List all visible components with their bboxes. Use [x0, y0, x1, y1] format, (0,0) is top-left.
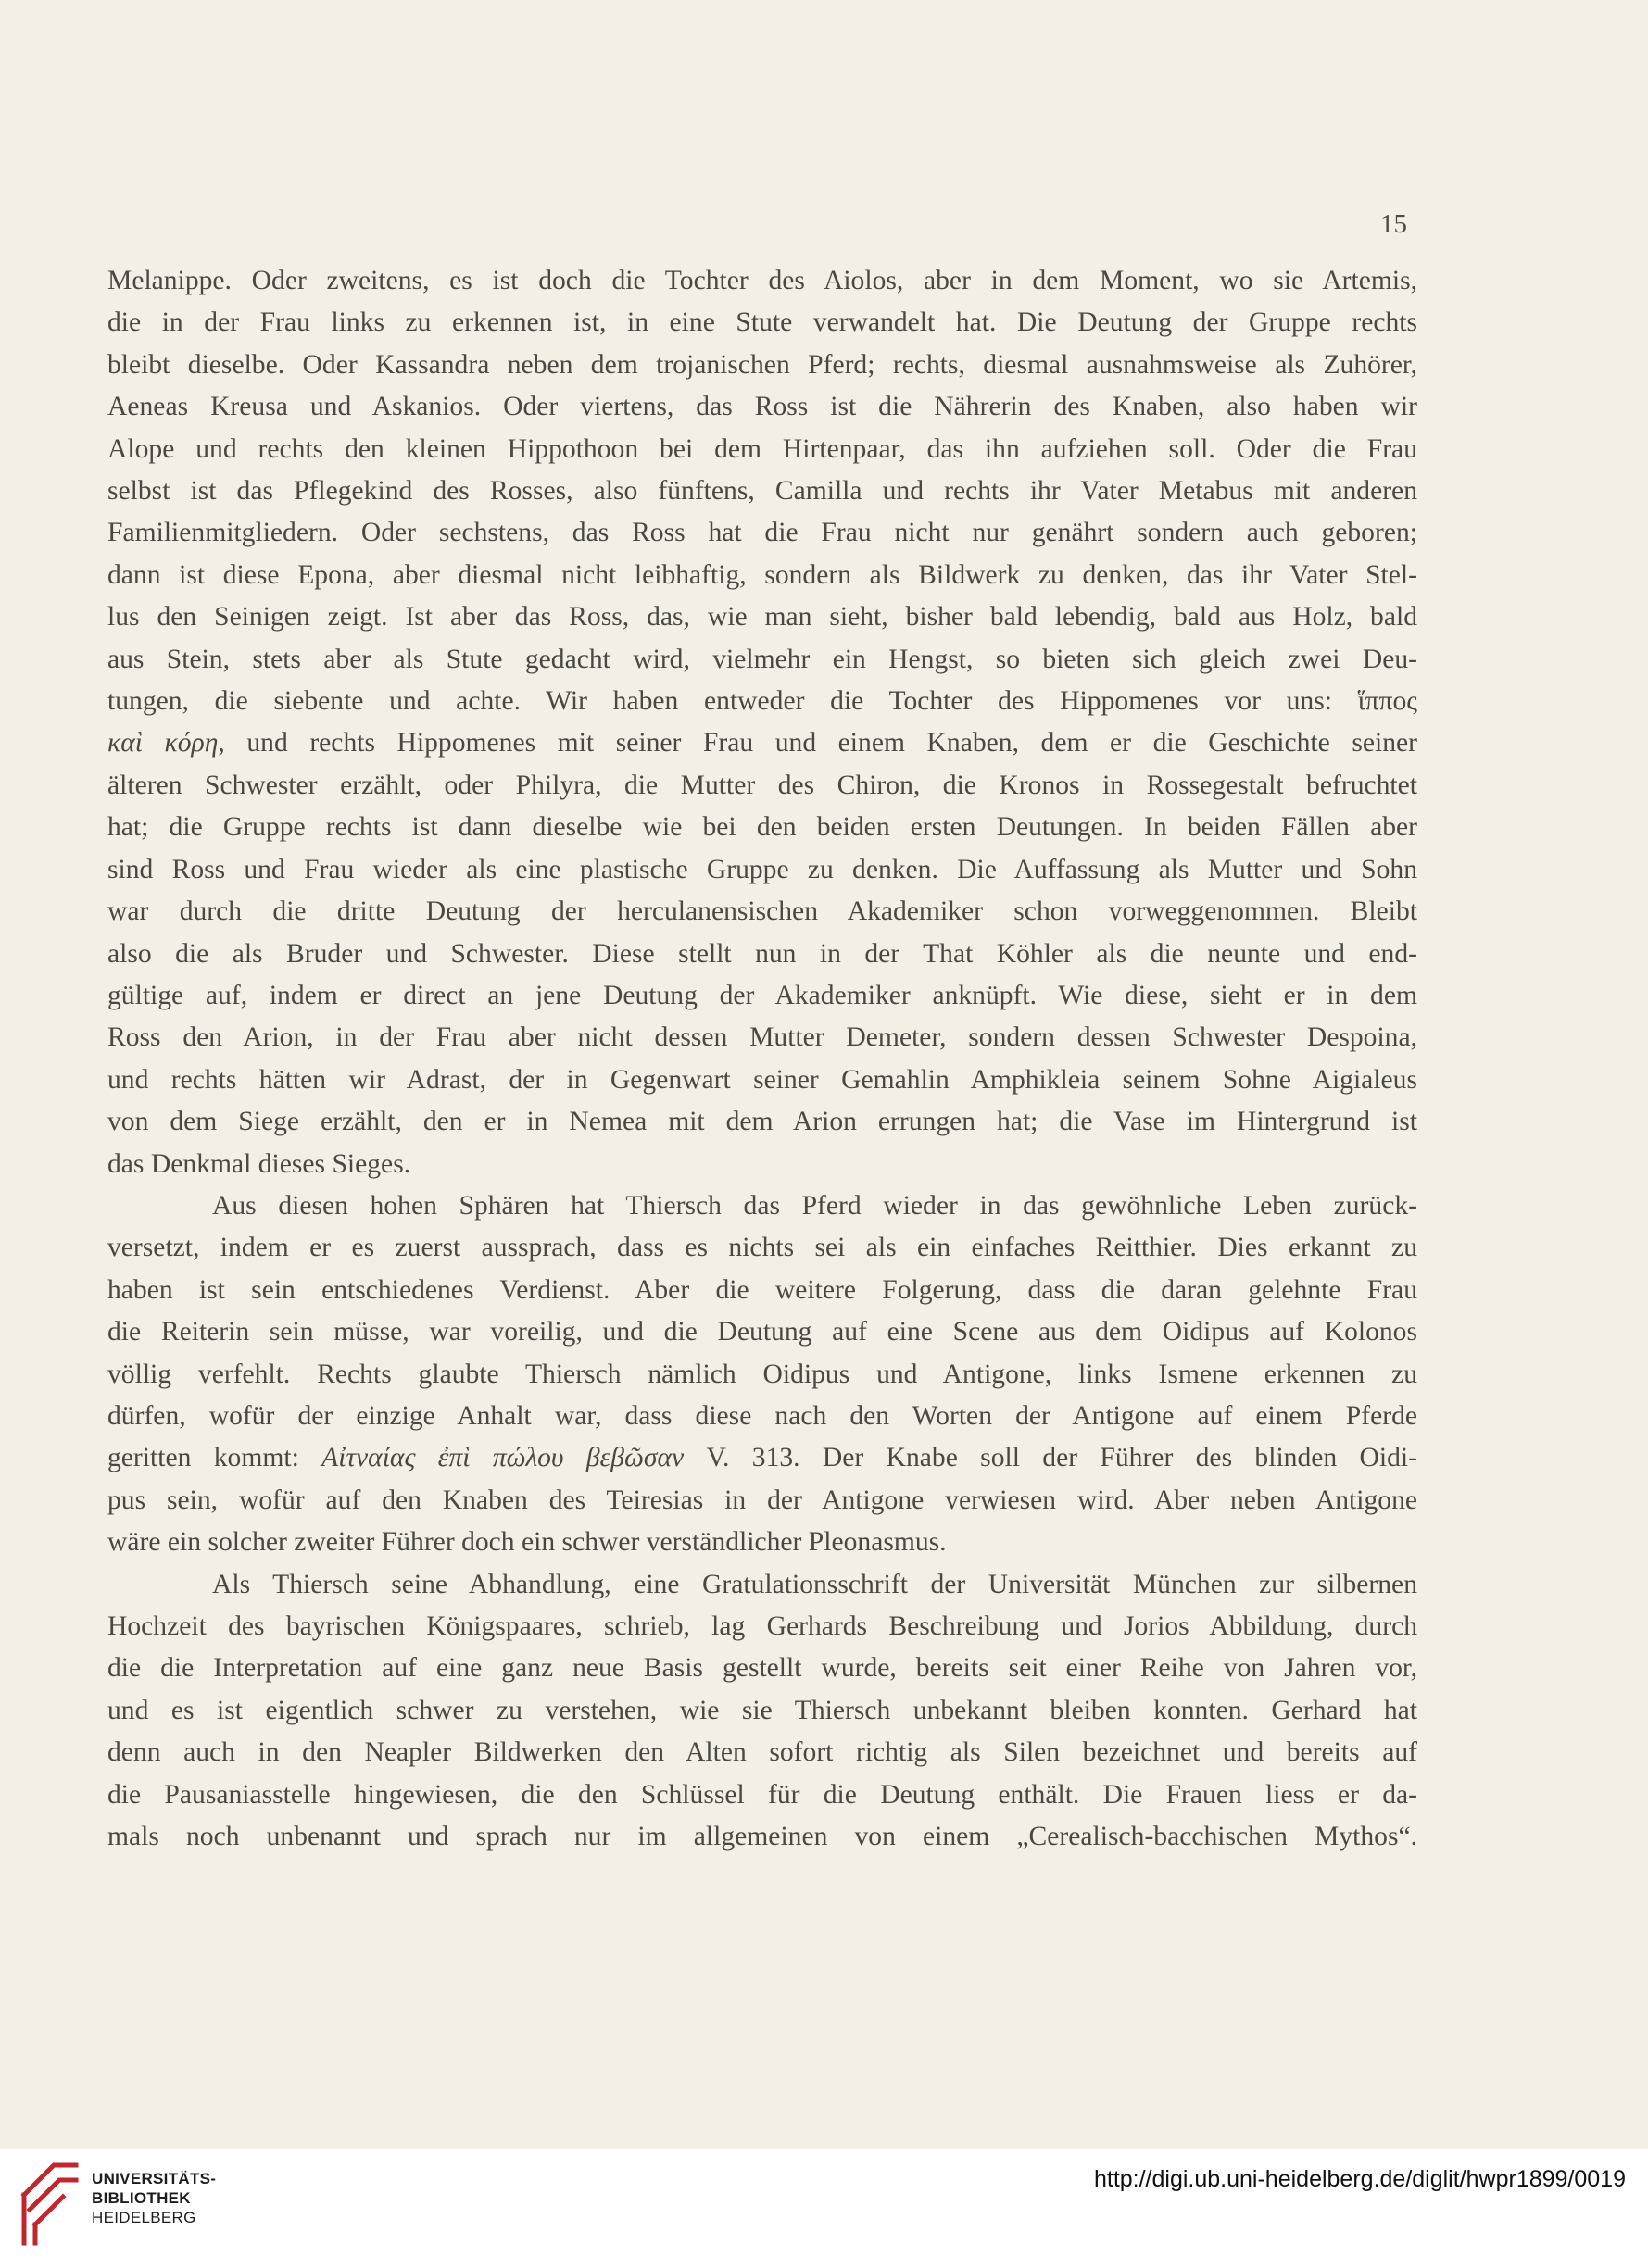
text-line: Aus diesen hohen Sphären hat Thiersch das Pferd wieder in das gewöhnliche Leben zurück- [212, 1190, 1417, 1221]
text-line: selbst ist das Pflegekind des Rosses, also fünftens, Camilla und rechts ihr Vater Metabus mit anderen [107, 476, 1417, 507]
text-line: sind Ross und Frau wieder als eine plastische Gruppe zu denken. Die Auffassung als Mutter und Sohn [107, 854, 1417, 884]
text-line: hat; die Gruppe rechts ist dann dieselbe wie bei den beiden ersten Deutungen. In beiden Fällen aber [107, 812, 1417, 843]
library-name [92, 2169, 216, 2227]
library-name-line: BIBLIOTHEK [92, 2189, 191, 2207]
source-url[interactable]: http://digi.ub.uni-heidelberg.de/diglit/hwpr1899/0019 [1093, 2166, 1626, 2192]
text-line: und es ist eigentlich schwer zu verstehen, wie sie Thiersch unbekannt bleiben konnten. Gerhard hat [107, 1695, 1417, 1725]
text-line: versetzt, indem er es zuerst aussprach, dass es nichts sei als ein einfaches Reitthier. Dies erkannt zu [107, 1233, 1417, 1263]
text-line: also die als Bruder und Schwester. Diese stellt nun in der That Köhler als die neunte und end- [107, 938, 1417, 969]
text-line: die die Interpretation auf eine ganz neue Basis gestellt wurde, bereits seit einer Reihe von Jahren vor, [107, 1653, 1417, 1684]
library-name-line: HEIDELBERG [92, 2209, 196, 2226]
text-line: Melanippe. Oder zweitens, es ist doch die Tochter des Aiolos, aber in dem Moment, wo sie Artemis, [107, 266, 1417, 295]
library-name-line: UNIVERSITÄTS- [92, 2170, 217, 2187]
text-line: mals noch unbenannt und sprach nur im allgemeinen von einem „Cerealisch-bacchischen Mythos“. [107, 1822, 1417, 1852]
text-line: die Reiterin sein müsse, war voreilig, und die Deutung auf eine Scene aus dem Oidipus auf Kolonos [107, 1317, 1417, 1347]
body-text [107, 260, 1417, 1858]
text-line: Als Thiersch seine Abhandlung, eine Gratulationsschrift der Universität München zur silbernen [212, 1569, 1417, 1599]
text-run: , und rechts Hippomenes mit seiner Frau und einem Knaben, dem er die Geschichte seiner [218, 728, 1417, 758]
text-line: älteren Schwester erzählt, oder Philyra, die Mutter des Chiron, die Kronos in Rossegestalt befruchtet [107, 770, 1417, 800]
text-line: tungen, die siebente und achte. Wir haben entweder die Tochter des Hippomenes vor uns: ἵππος [107, 686, 1417, 717]
text-line: dann ist diese Epona, aber diesmal nicht leibhaftig, sondern als Bildwerk zu denken, das ihr Vater Stel- [107, 559, 1417, 590]
text-line: Familienmitgliedern. Oder sechstens, das Ross hat die Frau nicht nur genährt sondern auch geboren; [107, 518, 1417, 548]
text-line: bleibt dieselbe. Oder Kassandra neben dem trojanischen Pferd; rechts, diesmal ausnahmsweise als Zuhörer, [107, 349, 1417, 380]
text-line: war durch die dritte Deutung der herculanensischen Akademiker schon vorweggenommen. Bleibt [107, 896, 1417, 927]
text-line: die in der Frau links zu erkennen ist, in eine Stute verwandelt hat. Die Deutung der Gruppe rechts [107, 307, 1417, 338]
text-line: und rechts hätten wir Adrast, der in Gegenwart seiner Gemahlin Amphikleia seinem Sohne Aigialeus [107, 1064, 1417, 1095]
text-line [107, 1437, 1417, 1479]
library-logo-icon [17, 2158, 83, 2250]
text-line: lus den Seinigen zeigt. Ist aber das Ross, das, wie man sieht, bisher bald lebendig, bald aus Holz, bald [107, 602, 1417, 633]
greek-quote: Αἰτναίας ἐπὶ πώλου βεβῶσαν [321, 1443, 685, 1473]
text-run: V. 313. Der Knabe soll der Führer des blinden Oidi- [684, 1443, 1417, 1473]
text-line: Hochzeit des bayrischen Königspaares, schrieb, lag Gerhards Beschreibung und Jorios Abbildung, durch [107, 1611, 1417, 1641]
text-line: Ross den Arion, in der Frau aber nicht dessen Mutter Demeter, sondern dessen Schwester Despoina, [107, 1022, 1417, 1053]
text-line: das Denkmal dieses Sieges. [107, 1148, 411, 1179]
text-line: wäre ein solcher zweiter Führer doch ein schwer verständlicher Pleonasmus. [107, 1527, 947, 1558]
page-number: 15 [1380, 209, 1407, 239]
text-line: gültige auf, indem er direct an jene Deutung der Akademiker anknüpft. Wie diese, sieht er in dem [107, 980, 1417, 1010]
text-line [107, 722, 1417, 764]
text-line: Alope und rechts den kleinen Hippothoon bei dem Hirtenpaar, das ihn aufziehen soll. Oder die Frau [107, 433, 1417, 464]
text-line: pus sein, wofür auf den Knaben des Teiresias in der Antigone verwiesen wird. Aber neben Antigone [107, 1485, 1417, 1515]
text-line: haben ist sein entschiedenes Verdienst. Aber die weitere Folgerung, dass die daran gelehnte Frau [107, 1274, 1417, 1305]
text-line: von dem Siege erzählt, den er in Nemea mit dem Arion errungen hat; die Vase im Hintergrund ist [107, 1107, 1417, 1137]
text-line: dürfen, wofür der einzige Anhalt war, dass diese nach den Worten der Antigone auf einem Pferde [107, 1400, 1417, 1431]
text-line: Aeneas Kreusa und Askanios. Oder viertens, das Ross ist die Nährerin des Knaben, also haben wir [107, 392, 1417, 422]
text-line: aus Stein, stets aber als Stute gedacht wird, vielmehr ein Hengst, so bieten sich gleich zwei Deu- [107, 644, 1417, 674]
text-line: die Pausaniasstelle hingewiesen, die den Schlüssel für die Deutung enthält. Die Frauen liess er da- [107, 1779, 1417, 1810]
text-line: denn auch in den Neapler Bildwerken den Alten sofort richtig als Silen bezeichnet und bereits auf [107, 1737, 1417, 1768]
greek-quote: καὶ κόρη [107, 728, 219, 758]
text-line: völlig verfehlt. Rechts glaubte Thiersch nämlich Oidipus und Antigone, links Ismene erkennen zu [107, 1359, 1417, 1389]
text-run: geritten kommt: [107, 1443, 322, 1473]
